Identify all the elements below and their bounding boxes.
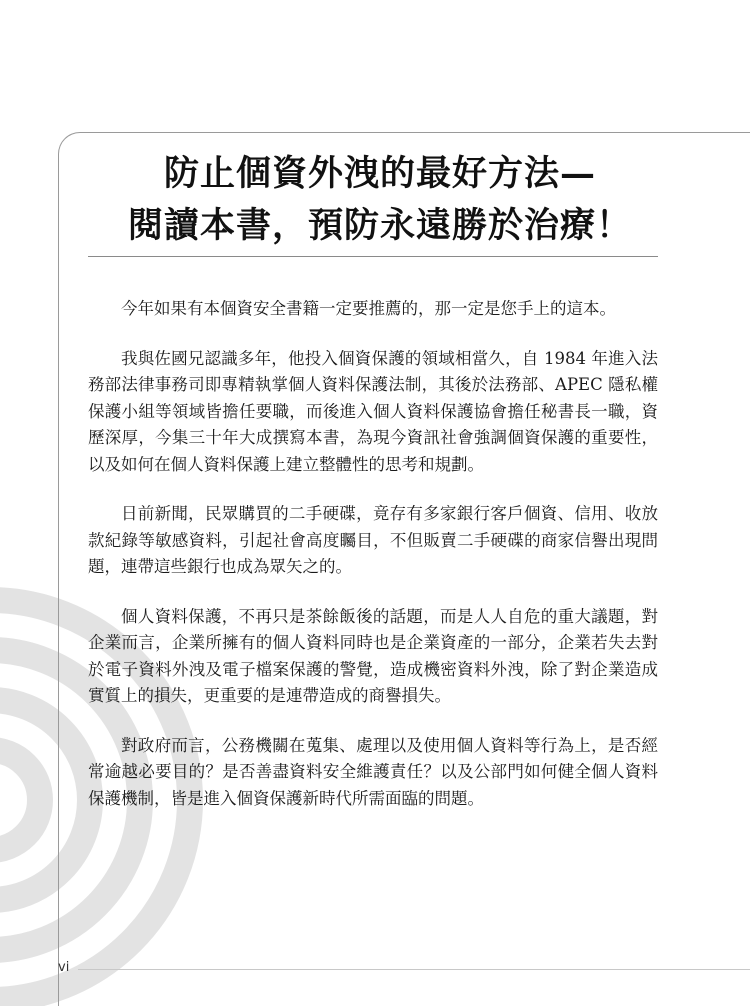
footer-rule [78, 969, 750, 970]
title-line-1: 防止個資外洩的最好方法— [163, 153, 596, 194]
paragraph-3: 日前新聞，民眾購買的二手硬碟，竟存有多家銀行客戶個資、信用、收放款紀錄等敏感資料，引起社會高度矚目，不但販賣二手硬碟的商家信譽出現問題，連帶這些銀行也成為眾矢之的。 [88, 504, 658, 576]
paragraph-4: 個人資料保護，不再只是茶餘飯後的話題，而是人人自危的重大議題，對企業而言，企業所擁有的個人資料同時也是企業資產的一部分，企業若失去對於電子資料外洩及電子檔案保護的警覺，造成機密資料外洩，除了對企業造成實質上的損失，更重要的是連帶造成的商譽損失。 [88, 606, 658, 705]
page-number: vi [58, 960, 70, 975]
arc-core [0, 750, 40, 850]
title-block [60, 148, 700, 252]
paragraph-2: 我與佐國兄認識多年，他投入個資保護的領域相當久，自 1984 年進入法務部法律事務司即專精執掌個人資料保護法制，其後於法務部、APEC 隱私權保護小組等領域皆擔任要職，而後進入個人資料保護協會擔任秘書長一職，資歷深厚，今集三十年大成撰寫本書，為現今資訊社會強調個資保護的重要性，以及如何在個人資料保護上建立整體性的思考和規劃。 [88, 348, 658, 474]
title-rule [88, 256, 658, 257]
title-line-2: 閱讀本書，預防永遠勝於治療！ [127, 205, 632, 246]
body-text [88, 296, 658, 835]
paragraph-5: 對政府而言，公務機關在蒐集、處理以及使用個人資料等行為上，是否經常逾越必要目的？是否善盡資料安全維護責任？以及公部門如何健全個人資料保護機制，皆是進入個資保護新時代所需面臨的問題。 [88, 735, 658, 808]
paragraph-1: 今年如果有本個資安全書籍一定要推薦的，那一定是您手上的這本。 [121, 299, 616, 318]
